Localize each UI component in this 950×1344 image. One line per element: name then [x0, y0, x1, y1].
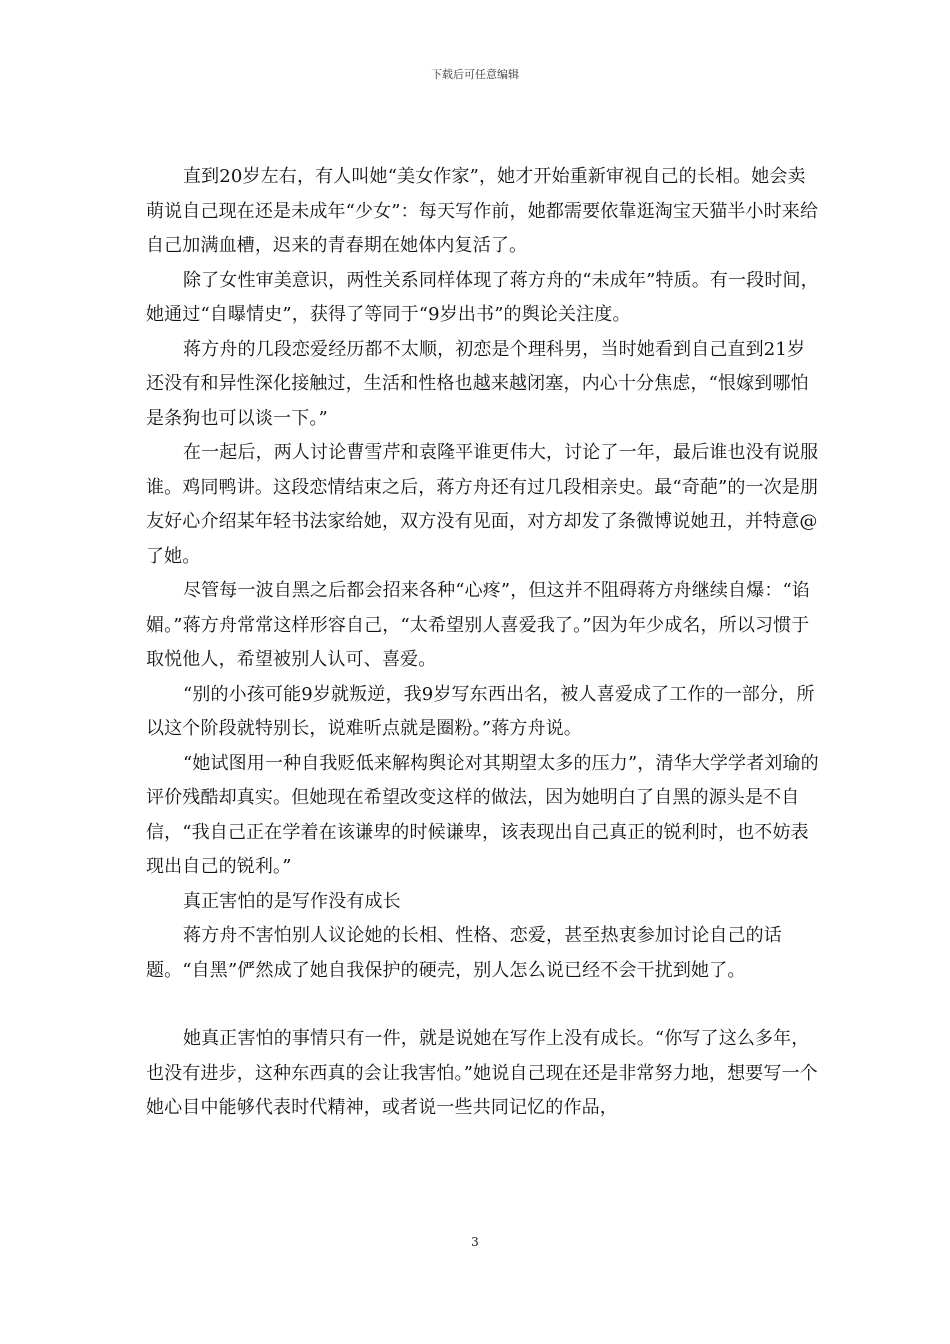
document-body	[146, 160, 822, 1126]
paragraph: 在一起后，两人讨论曹雪芹和袁隆平谁更伟大，讨论了一年，最后谁也没有说服谁。鸡同鸭讲。这段恋情结束之后，蒋方舟还有过几段相亲史。最“奇葩”的一次是朋友好心介绍某年轻书法家给她，双方没有见面，对方却发了条微博说她丑，并特意@了她。	[146, 442, 819, 567]
paragraph: 蒋方舟的几段恋爱经历都不太顺，初恋是个理科男，当时她看到自己直到21岁还没有和异性深化接触过，生活和性格也越来越闭塞，内心十分焦虑，“恨嫁到哪怕是条狗也可以谈一下。”	[146, 338, 809, 429]
page-header: 下载后可任意编辑	[431, 68, 519, 81]
section-heading: 真正害怕的是写作没有成长	[183, 890, 401, 912]
paragraph: “她试图用一种自我贬低来解构舆论对其期望太多的压力”，清华大学学者刘瑜的评价残酷却真实。但她现在希望改变这样的做法，因为她明白了自黑的源头是不自信，“我自己正在学着在该谦卑的时候谦卑，该表现出自己真正的锐利时，也不妨表现出自己的锐利。”	[146, 752, 819, 877]
paragraph: 蒋方舟不害怕别人议论她的长相、性格、恋爱，甚至热衷参加讨论自己的话题。“自黑”俨然成了她自我保护的硬壳，别人怎么说已经不会干扰到她了。	[146, 925, 782, 981]
page-number: 3	[471, 1235, 479, 1249]
paragraph: 尽管每一波自黑之后都会招来各种“心疼”，但这并不阻碍蒋方舟继续自爆：“谄媚。”蒋方舟常常这样形容自己，“太希望别人喜爱我了。”因为年少成名，所以习惯于取悦他人，希望被别人认可、喜爱。	[146, 580, 811, 670]
paragraph: 直到20岁左右，有人叫她“美女作家”，她才开始重新审视自己的长相。她会卖萌说自己现在还是未成年“少女”：每天写作前，她都需要依靠逛淘宝天猫半小时来给自己加满血槽，迟来的青春期在她体内复活了。	[146, 166, 819, 256]
paragraph: 她真正害怕的事情只有一件，就是说她在写作上没有成长。“你写了这么多年，也没有进步，这种东西真的会让我害怕。”她说自己现在还是非常努力地，想要写一个她心目中能够代表时代精神，或者说一些共同记忆的作品，	[146, 1028, 818, 1118]
paragraph: “别的小孩可能9岁就叛逆，我9岁写东西出名，被人喜爱成了工作的一部分，所以这个阶段就特别长，说难听点就是圈粉。”蒋方舟说。	[146, 683, 815, 739]
paragraph: 除了女性审美意识，两性关系同样体现了蒋方舟的“未成年”特质。有一段时间，她通过“自曝情史”，获得了等同于“9岁出书”的舆论关注度。	[146, 269, 819, 325]
